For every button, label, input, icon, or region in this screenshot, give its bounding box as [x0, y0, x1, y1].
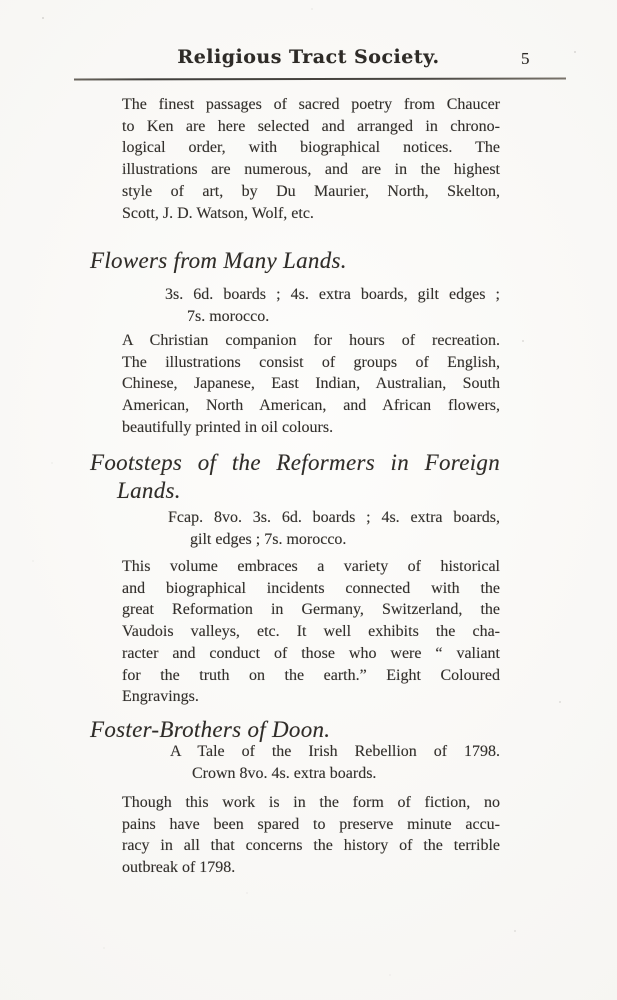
text-line: Chinese, Japanese, East Indian, Australian, South	[122, 375, 500, 393]
text-line: American, North American, and African flowers,	[122, 397, 500, 415]
text-line: to Ken are here selected and arranged in chrono-	[122, 117, 500, 135]
text-line: logical order, with biographical notices. The	[122, 139, 500, 157]
intro-paragraph	[122, 94, 500, 224]
section-imprint	[165, 284, 500, 327]
section-imprint	[170, 741, 500, 784]
section-title-foster-brothers-of-doon	[90, 716, 500, 744]
text-line: The finest passages of sacred poetry from Chaucer	[122, 96, 500, 113]
text-line: 7s. morocco.	[187, 307, 270, 325]
text-line: Lands.	[117, 478, 181, 503]
text-line: A Christian companion for hours of recreation.	[122, 332, 500, 349]
text-line: racter and conduct of those who were “ valiant	[122, 644, 500, 662]
text-line: Foster-Brothers of Doon.	[90, 717, 331, 742]
text-line: 3s. 6d. boards ; 4s. extra boards, gilt edges ;	[165, 286, 500, 303]
text-line: Crown 8vo. 4s. extra boards.	[192, 764, 377, 782]
section-title-flowers-from-many-lands	[90, 247, 500, 275]
text-line: Flowers from Many Lands.	[90, 248, 347, 273]
header-rule	[74, 77, 566, 80]
text-line: for the truth on the earth.” Eight Coloured	[122, 666, 500, 684]
text-line: This volume embraces a variety of historical	[122, 558, 500, 575]
text-line: racy in all that concerns the history of the terrible	[122, 837, 500, 855]
text-line: and biographical incidents connected with the	[122, 579, 500, 597]
text-line: outbreak of 1798.	[122, 859, 236, 877]
page-number: 5	[521, 49, 530, 68]
text-line: beautifully printed in oil colours.	[122, 418, 334, 436]
section-body	[122, 792, 500, 879]
section-body	[122, 556, 500, 708]
text-line: style of art, by Du Maurier, North, Skelton,	[122, 182, 500, 200]
section-body	[122, 330, 500, 439]
text-line: A Tale of the Irish Rebellion of 1798.	[170, 743, 500, 760]
text-line: Though this work is in the form of fiction, no	[122, 794, 500, 811]
text-line: Fcap. 8vo. 3s. 6d. boards ; 4s. extra boards,	[168, 509, 500, 526]
text-line: Footsteps of the Reformers in Foreign	[90, 450, 500, 475]
text-line: Scott, J. D. Watson, Wolf, etc.	[122, 204, 314, 222]
text-line: pains have been spared to preserve minute accu-	[122, 815, 500, 833]
text-line: illustrations are numerous, and are in the highest	[122, 161, 500, 179]
section-title-footsteps-of-the-reformers	[90, 449, 500, 505]
text-line: gilt edges ; 7s. morocco.	[190, 530, 347, 548]
text-line: Engravings.	[122, 688, 199, 706]
text-line: The illustrations consist of groups of English,	[122, 353, 500, 371]
text-line: Vaudois valleys, etc. It well exhibits the cha-	[122, 623, 500, 641]
text-line: great Reformation in Germany, Switzerland, the	[122, 601, 500, 619]
page-title: Religious Tract Society.	[177, 46, 440, 68]
section-imprint	[168, 507, 500, 550]
